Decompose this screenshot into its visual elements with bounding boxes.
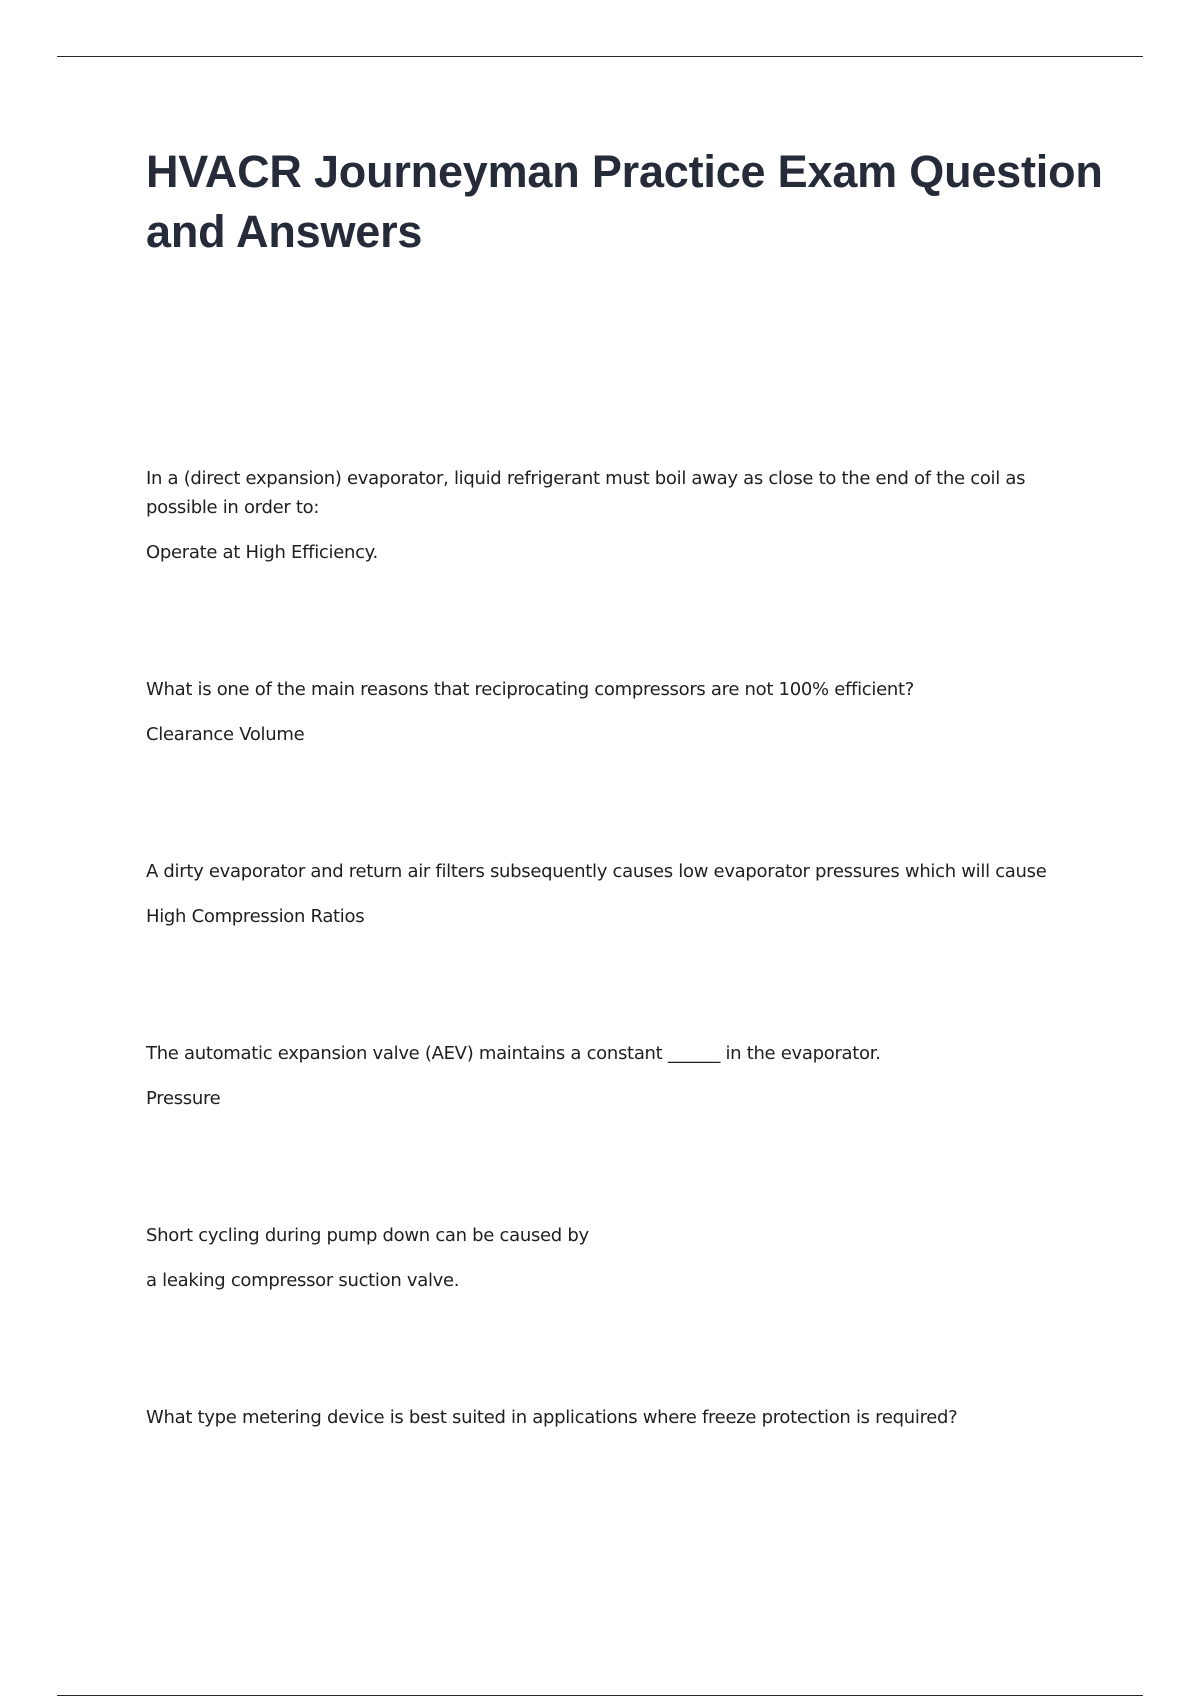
answer-text: Operate at High Efficiency. <box>146 542 378 563</box>
answer-text: Clearance Volume <box>146 724 305 745</box>
question-text: In a (direct expansion) evaporator, liquid refrigerant must boil away as close to the end of the coil as possible in order to: <box>146 468 1026 518</box>
qa-item <box>146 1221 1096 1295</box>
qa-item <box>146 1039 1096 1113</box>
question-text: A dirty evaporator and return air filters subsequently causes low evaporator pressures which will cause <box>146 861 1047 882</box>
question-text: The automatic expansion valve (AEV) maintains a constant ______ in the evaporator. <box>146 1043 881 1064</box>
answer-text: a leaking compressor suction valve. <box>146 1270 460 1291</box>
top-divider <box>57 56 1143 57</box>
qa-item <box>146 1403 1096 1432</box>
question-text: Short cycling during pump down can be caused by <box>146 1225 589 1246</box>
question-text: What type metering device is best suited in applications where freeze protection is required? <box>146 1407 958 1428</box>
answer-text: High Compression Ratios <box>146 906 365 927</box>
qa-item <box>146 857 1096 931</box>
answer-text: Pressure <box>146 1088 221 1109</box>
document-title: HVACR Journeyman Practice Exam Question and Answers <box>146 146 1103 257</box>
question-text: What is one of the main reasons that reciprocating compressors are not 100% efficient? <box>146 679 914 700</box>
bottom-divider <box>57 1695 1143 1696</box>
qa-item <box>146 675 1096 749</box>
qa-item <box>146 464 1096 567</box>
